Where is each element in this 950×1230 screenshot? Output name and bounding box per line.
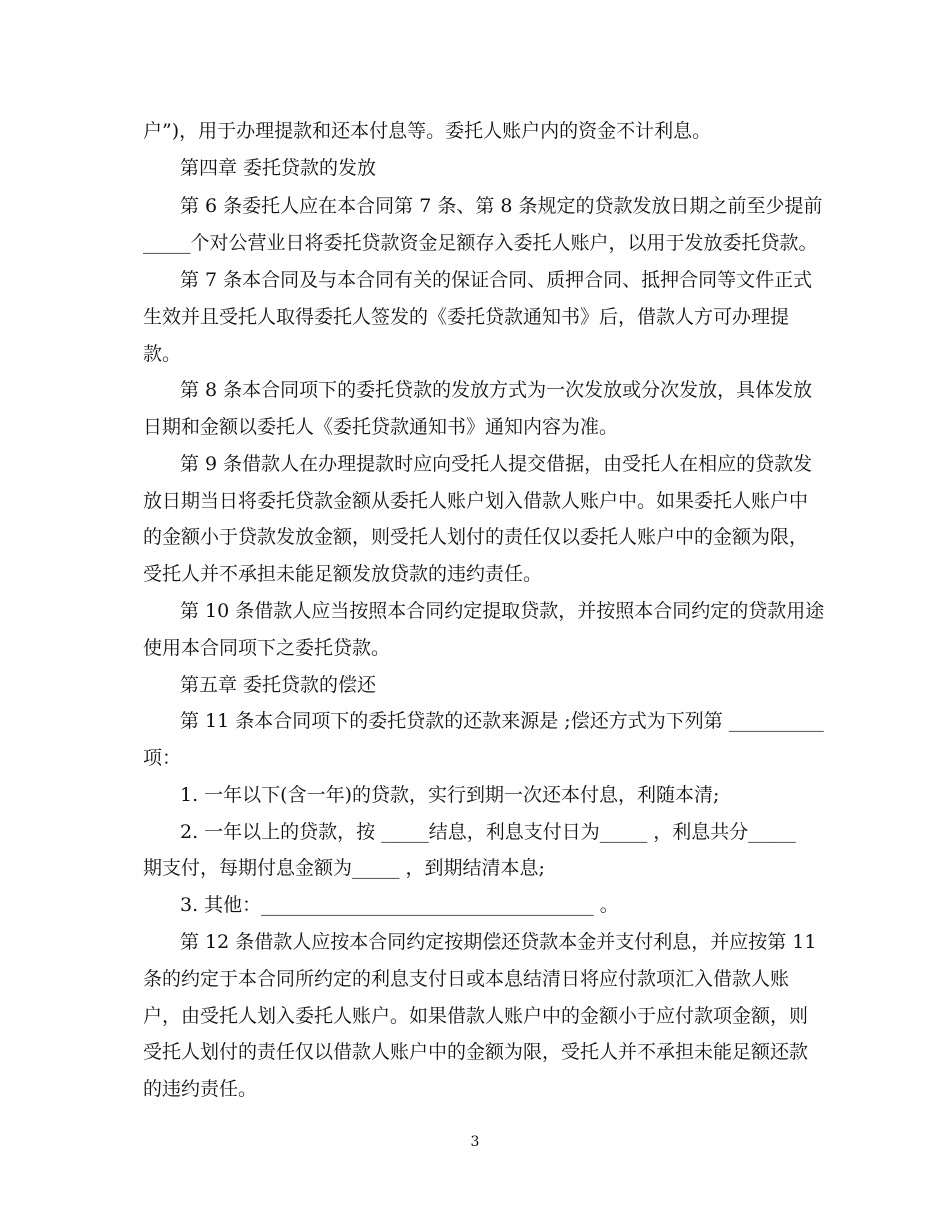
page-number: 3 bbox=[470, 1134, 480, 1150]
text-line: 第 9 条借款人在办理提款时应向受托人提交借据，由受托人在相应的贷款发 bbox=[180, 453, 813, 475]
text-line: 受托人并不承担未能足额发放贷款的违约责任。 bbox=[143, 563, 543, 585]
text-line: 款。 bbox=[143, 343, 182, 365]
text-line: 使用本合同项下之委托贷款。 bbox=[143, 637, 391, 659]
text-line: 放日期当日将委托贷款金额从委托人账户划入借款人账户中。如果委托人账户中 bbox=[143, 490, 809, 512]
list-item: 3. 其他：___________________________________ 。 bbox=[180, 894, 619, 916]
text-line: 第 6 条委托人应在本合同第 7 条、第 8 条规定的贷款发放日期之前至少提前 bbox=[180, 195, 823, 217]
text-line: 生效并且受托人取得委托人签发的《委托贷款通知书》后，借款人方可办理提 bbox=[143, 306, 790, 328]
text-line: 的金额小于贷款发放金额，则受托人划付的责任仅以委托人账户中的金额为限， bbox=[143, 526, 809, 548]
chapter-heading: 第五章 委托贷款的偿还 bbox=[180, 674, 377, 696]
text-line: 条的约定于本合同所约定的利息支付日或本息结清日将应付款项汇入借款人账 bbox=[143, 968, 790, 990]
text-line: 的违约责任。 bbox=[143, 1078, 258, 1100]
list-item: 2. 一年以上的贷款，按 _____结息，利息支付日为_____ ，利息共分_____ bbox=[180, 821, 796, 843]
text-line: _____个对公营业日将委托贷款资金足额存入委托人账户，以用于发放委托贷款。 bbox=[143, 232, 818, 254]
text-line: 第 11 条本合同项下的委托贷款的还款来源是 ;偿还方式为下列第 __________ bbox=[180, 710, 824, 732]
text-line: 项： bbox=[143, 747, 182, 769]
list-item: 1. 一年以下(含一年)的贷款，实行到期一次还本付息，利随本清; bbox=[180, 784, 720, 806]
text-line: 第 7 条本合同及与本合同有关的保证合同、质押合同、抵押合同等文件正式 bbox=[180, 269, 813, 291]
text-line: 户”)，用于办理提款和还本付息等。委托人账户内的资金不计利息。 bbox=[143, 120, 712, 142]
text-line: 日期和金额以委托人《委托贷款通知书》通知内容为准。 bbox=[143, 416, 619, 438]
text-line: 第 10 条借款人应当按照本合同约定提取贷款，并按照本合同约定的贷款用途 bbox=[180, 600, 825, 622]
text-line: 受托人划付的责任仅以借款人账户中的金额为限，受托人并不承担未能足额还款 bbox=[143, 1041, 809, 1063]
text-line: 户，由受托人划入委托人账户。如果借款人账户中的金额小于应付款项金额，则 bbox=[143, 1005, 809, 1027]
chapter-heading: 第四章 委托贷款的发放 bbox=[180, 157, 377, 179]
text-line: 期支付，每期付息金额为_____ ，到期结清本息; bbox=[143, 857, 545, 879]
text-line: 第 8 条本合同项下的委托贷款的发放方式为一次发放或分次发放，具体发放 bbox=[180, 379, 813, 401]
text-line: 第 12 条借款人应按本合同约定按期偿还贷款本金并支付利息，并应按第 11 bbox=[180, 931, 817, 953]
